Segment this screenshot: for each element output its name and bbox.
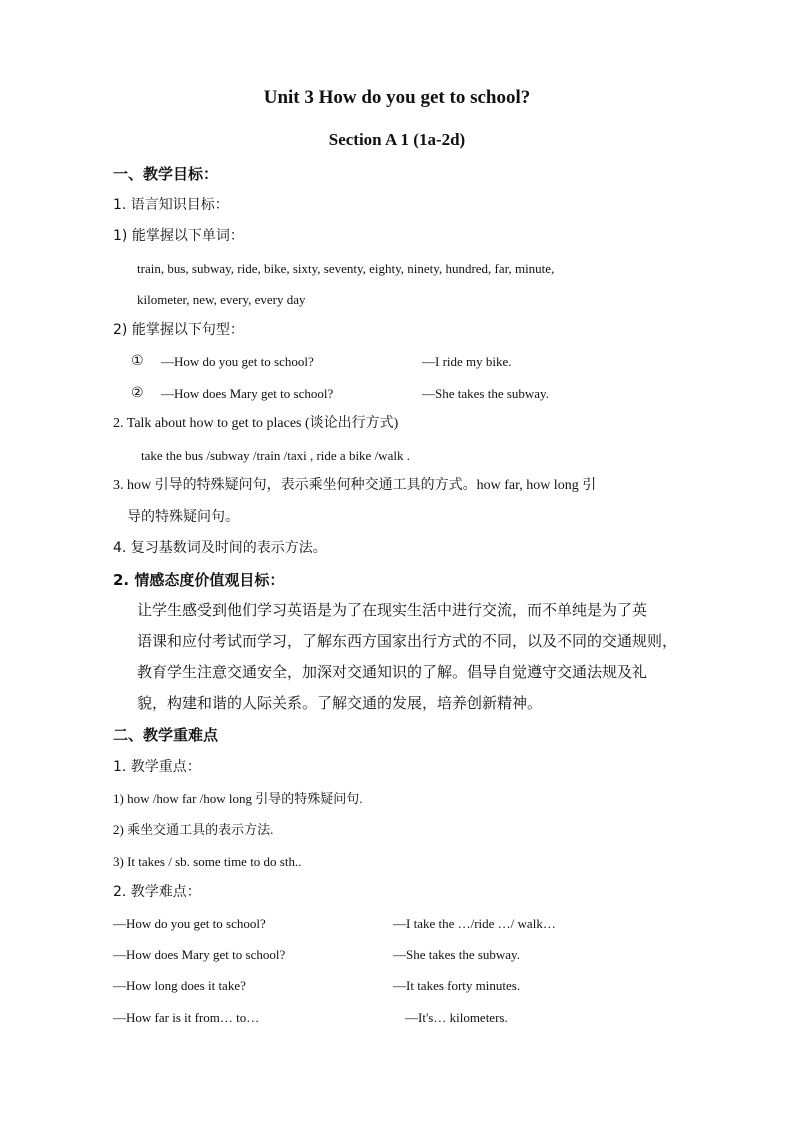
emotion-line: 让学生感受到他们学习英语是为了在现实生活中进行交流，而不单纯是为了英 [137,601,648,619]
focus-heading: 1. 教学重点： [113,759,201,775]
sentence-answer: —She takes the subway. [422,386,549,401]
talk-examples: take the bus /subway /train /taxi , ride a bike /walk . [141,448,410,463]
how-questions-line-1: 3. how 引导的特殊疑问句，表示乘坐何种交通工具的方式。how far, how long 引 [113,478,597,493]
page-title: Unit 3 How do you get to school? [263,87,531,108]
emotion-line: 教育学生注意交通安全，加深对交通知识的了解。倡导自觉遵守交通法规及礼 [137,663,648,681]
sentence-question: —How does Mary get to school? [161,386,334,401]
section2-heading: 二、教学重难点 [113,726,219,744]
section-subtitle: Section A 1 (1a-2d) [328,130,466,149]
words-heading: 1) 能掌握以下单词： [113,228,244,244]
words-line-1: train, bus, subway, ride, bike, sixty, seventy, eighty, ninety, hundred, far, minute, [137,261,555,276]
talk-line: 2. Talk about how to get to places (谈论出行方式) [113,416,399,431]
dialog-answer: —I take the …/ride …/ walk… [393,916,556,931]
sentence-marker: ② [131,385,144,401]
sentences-heading: 2) 能掌握以下句型： [113,322,244,338]
review-numbers: 4. 复习基数词及时间的表示方法。 [113,540,327,556]
words-line-2: kilometer, new, every, every day [137,292,306,307]
dialog-question: —How do you get to school? [113,916,266,931]
dialog-answer: —It takes forty minutes. [393,978,521,993]
sentence-answer: —I ride my bike. [422,354,512,369]
section1-heading: 一、教学目标： [113,165,219,183]
focus-line: 3) It takes / sb. some time to do sth.. [113,854,302,869]
emotion-line: 语课和应付考试而学习，了解东西方国家出行方式的不同，以及不同的交通规则， [137,632,678,650]
sentence-marker: ① [131,353,144,369]
how-questions-line-2: 导的特殊疑问句。 [127,509,239,525]
dialog-question: —How long does it take? [113,978,246,993]
dialog-answer: —She takes the subway. [393,947,520,962]
difficulty-heading: 2. 教学难点： [113,884,201,900]
sentence-question: —How do you get to school? [161,354,314,369]
emotion-heading: 2. 情感态度价值观目标： [113,571,285,589]
dialog-question: —How far is it from… to… [113,1010,260,1025]
language-goals-heading: 1. 语言知识目标： [113,197,229,213]
focus-line: 2) 乘坐交通工具的表示方法. [113,822,274,837]
focus-line: 1) how /how far /how long 引导的特殊疑问句. [113,791,363,806]
emotion-line: 貌，构建和谐的人际关系。了解交通的发展，培养创新精神。 [137,694,543,712]
dialog-answer: —It's… kilometers. [405,1010,508,1025]
dialog-question: —How does Mary get to school? [113,947,286,962]
